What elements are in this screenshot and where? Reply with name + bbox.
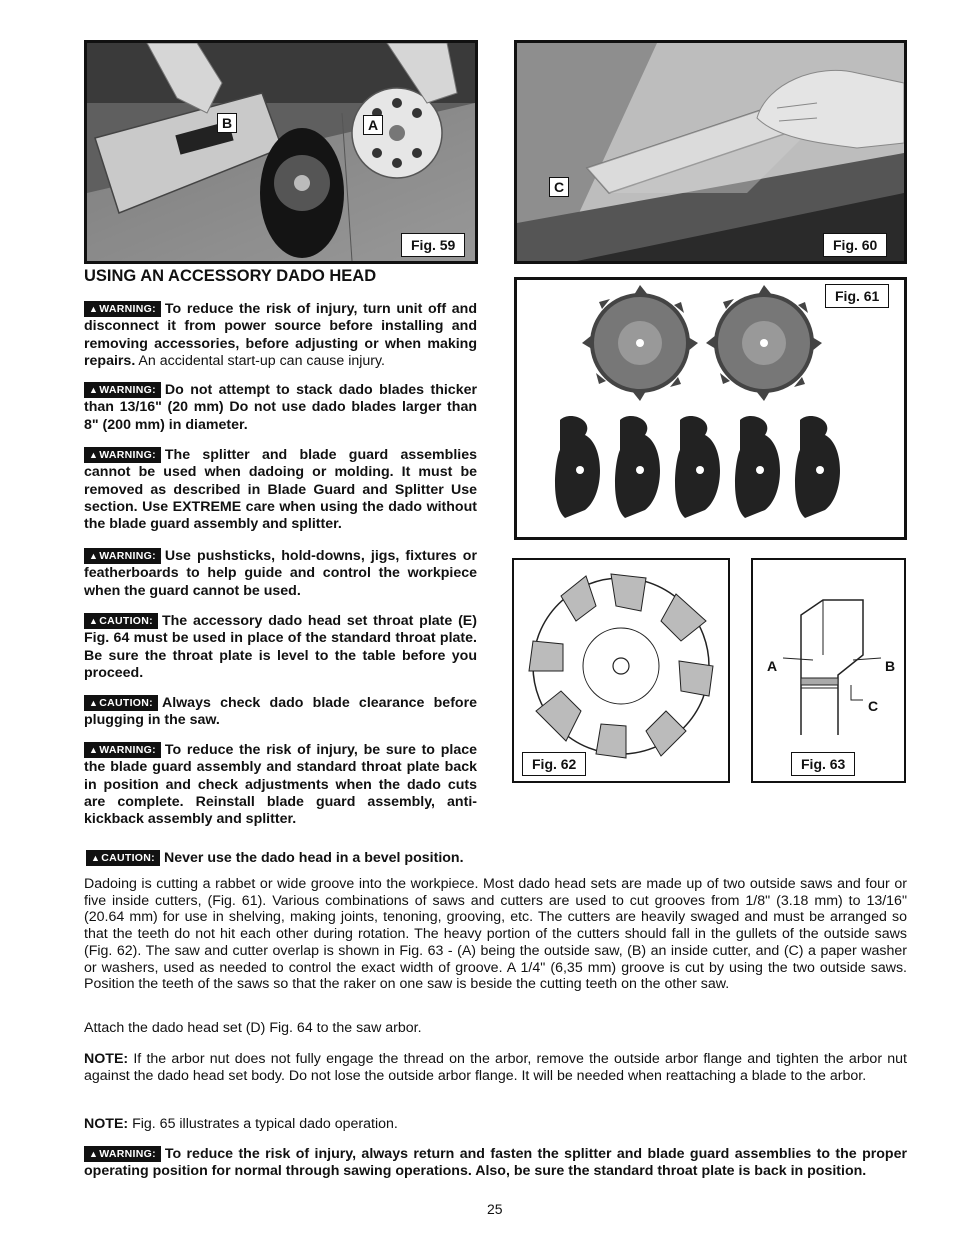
caution-2 [84,695,477,730]
figure-61 [514,277,907,540]
body-paragraph-2: Attach the dado head set (D) Fig. 64 to the saw arbor. [84,1020,422,1036]
fig59-photo [87,43,475,261]
figure-63 [751,558,906,783]
warning-1-normal: An accidental start-up can cause injury. [135,352,385,369]
caution-badge [84,695,158,711]
warning-badge [84,301,161,317]
fig61-label: Fig. 61 [825,284,889,308]
alert-triangle-icon: ▲ [89,304,99,314]
warning-badge-text: WARNING: [99,303,156,315]
warning-badge [84,742,161,758]
alert-triangle-icon: ▲ [89,698,99,708]
fig59-callout-b: B [217,113,237,133]
caution-1-bold: The accessory dado head set throat plate (E) Fig. 64 must be used in place of the standard throat plate. Be sure the throat plate is level to the table before you proceed. [84,613,477,681]
final-warning [84,1146,907,1179]
warning-badge-text: WARNING: [99,384,156,396]
alert-triangle-icon: ▲ [89,616,99,626]
note-fig65-text: Fig. 65 illustrates a typical dado operation. [128,1116,398,1132]
warning-badge-text: WARNING: [99,744,156,756]
alert-triangle-icon: ▲ [89,385,99,395]
fig62-label: Fig. 62 [522,752,586,776]
fig63-callout-a: A [767,658,778,674]
fig60-callout-c: C [549,177,569,197]
figure-62 [512,558,730,783]
fig59-callout-a: A [363,115,383,135]
fig59-label: Fig. 59 [401,233,465,257]
caution-bevel-text: Never use the dado head in a bevel position. [163,850,464,866]
warning-badge [84,382,161,398]
alert-triangle-icon: ▲ [89,551,99,561]
alert-triangle-icon: ▲ [89,745,99,755]
fig60-label: Fig. 60 [823,233,887,257]
section-title: USING AN ACCESSORY DADO HEAD [84,267,377,285]
fig63-callout-b: B [885,658,896,674]
caution-badge [86,850,160,866]
warning-badge-text: WARNING: [99,1148,156,1160]
warning-2 [84,382,477,434]
alert-triangle-icon: ▲ [91,853,101,863]
warning-3 [84,447,477,533]
caution-bevel [86,850,786,867]
warning-4-bold: Use pushsticks, hold-downs, jigs, fixtures or featherboards to help guide and control the workpiece when the guard cannot be used. [84,548,477,599]
note-arbor [84,1051,907,1084]
note-fig65 [84,1116,907,1133]
note-label: NOTE: [84,1116,129,1132]
warning-5 [84,742,477,828]
page-number: 25 [487,1201,503,1217]
caution-2-bold: Always check dado blade clearance before plugging in the saw. [84,695,477,729]
warning-badge-text: WARNING: [99,550,156,562]
fig63-callout-c: C [868,698,879,714]
warning-badge [84,1146,161,1162]
warning-3-bold: The splitter and blade guard assemblies cannot be used when dadoing or molding. It must be removed as described in Blade Guard and Splitter Use section. Use EXTREME care when using the dado without the blade guard assembly and splitter. [84,447,477,533]
final-warning-text: To reduce the risk of injury, always return and fasten the splitter and blade guard assemblies to the proper operating position for normal through sawing operations. Also, be sure the standard throat plate is back in position. [84,1146,907,1179]
fig62-illustration [514,560,728,781]
warning-2-bold: Do not attempt to stack dado blades thicker than 13/16" (20 mm) Do not use dado blades larger than 8" (200 mm) in diameter. [84,382,477,433]
warning-badge-text: WARNING: [99,449,156,461]
fig63-label: Fig. 63 [791,752,855,776]
note-label: NOTE: [84,1051,129,1067]
caution-1 [84,613,477,682]
figure-59 [84,40,478,264]
warning-badge [84,548,161,564]
caution-badge-text: CAUTION: [101,852,155,864]
fig60-photo [517,43,904,261]
note-arbor-text: If the arbor nut does not fully engage the thread on the arbor, remove the outside arbor flange and tighten the arbor nut against the dado head set body. Do not lose the outside arbor flange. It will be needed when reattaching a blade to the arbor. [84,1051,907,1084]
body-paragraph-1: Dadoing is cutting a rabbet or wide groove into the workpiece. Most dado head sets are made up of two outside saws and four or five inside cutters, (Fig. 61). Various combinations of saws and cutters are used to cut grooves from 1/8" (3.18 mm) to 13/16" (20.64 mm) for use in shelving, making joints, tenoning, grooving, etc. The cutters are heavily swaged and must be arranged so that the teeth do not hit each other during rotation. The heavy portion of the cutters should fall in the gullets of the outside saws (Fig. 62). The saw and cutter overlap is shown in Fig. 63 - (A) being the outside saw, (B) an inside cutter, and (C) a paper washer or washers, used as needed to control the exact width of groove. A 1/4" (6,35 mm) groove is cut by using the two outside saws. Position the teeth of the saws so that the raker on one saw is beside the cutting teeth on the other saw. [84,876,907,993]
warning-1 [84,301,477,370]
alert-triangle-icon: ▲ [89,450,99,460]
figure-60 [514,40,907,264]
caution-badge [84,613,158,629]
caution-badge-text: CAUTION: [99,697,153,709]
warning-5-bold: To reduce the risk of injury, be sure to place the blade guard assembly and standard throat plate back in position and check adjustments when the dado cuts are complete. Reinstall blade guard assembly, anti-kickback assembly and splitter. [84,742,477,828]
warning-badge [84,447,161,463]
fig61-illustration [517,280,904,537]
alert-triangle-icon: ▲ [89,1149,99,1159]
warning-4 [84,548,477,600]
caution-badge-text: CAUTION: [99,615,153,627]
warning-1-bold: To reduce the risk of injury, turn unit off and disconnect it from power source before installing and removing accessories, before adjusting or when making repairs. [84,301,477,369]
